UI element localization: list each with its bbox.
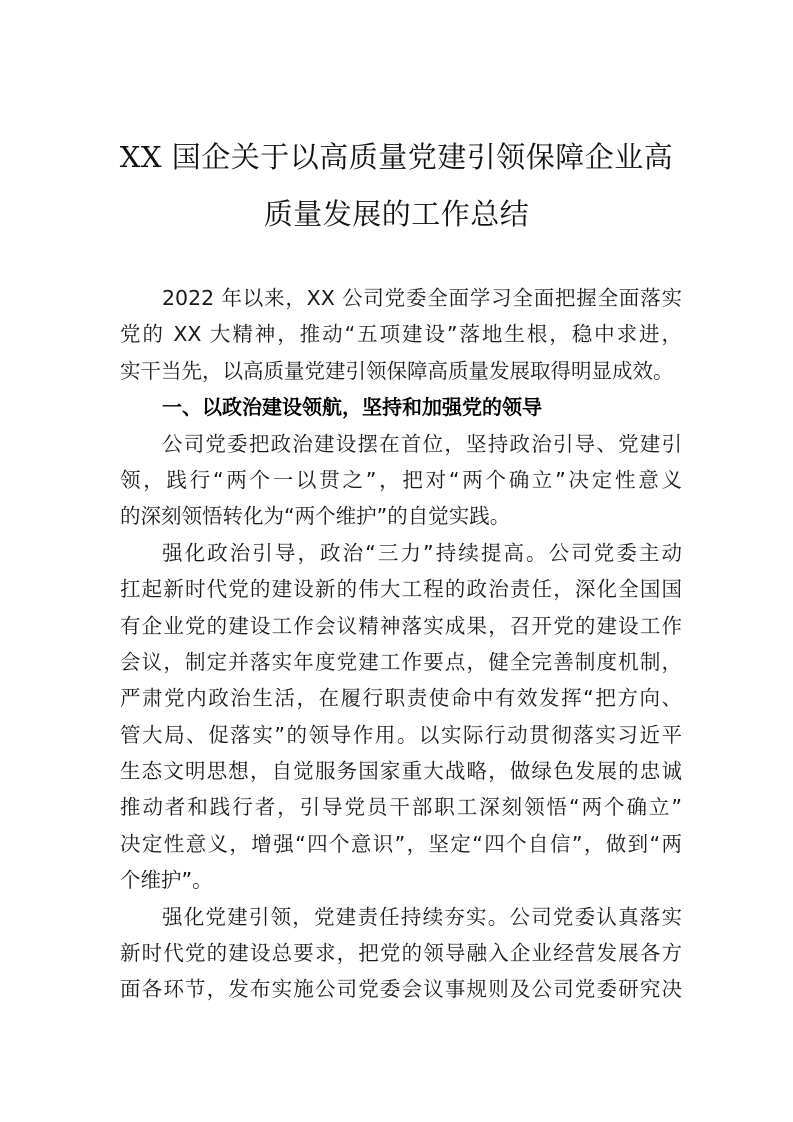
document-title-line-1: XX 国企关于以高质量党建引领保障企业高 [119, 140, 674, 174]
para3-line-2: 新时代党的建设总要求，把党的领导融入企业经营发展各方 [120, 941, 682, 966]
para3-line-3: 面各环节，发布实施公司党委会议事规则及公司党委研究决 [120, 977, 682, 1002]
para1-line-3: 的深刻领悟转化为“两个维护”的自觉实践。 [120, 504, 511, 529]
para2-line-2: 扛起新时代党的建设新的伟大工程的政治责任，深化全国国 [120, 577, 682, 602]
para1-line-1: 公司党委把政治建设摆在首位，坚持政治引导、党建引 [162, 431, 682, 456]
para2-line-8: 推动者和践行者，引导党员干部职工深刻领悟“两个确立” [120, 795, 682, 820]
para2-line-10: 个维护”。 [120, 868, 213, 893]
section-heading-1: 一、以政治建设领航，坚持和加强党的领导 [162, 395, 542, 420]
intro-line-3: 实干当先，以高质量党建引领保障高质量发展取得明显成效。 [120, 358, 674, 383]
document-body [120, 280, 682, 1008]
document-title-line-2: 质量发展的工作总结 [263, 197, 530, 231]
para2-line-3: 有企业党的建设工作会议精神落实成果，召开党的建设工作 [120, 613, 682, 638]
intro-line-2: 党的 XX 大精神，推动“五项建设”落地生根，稳中求进， [120, 322, 682, 347]
para3-line-1: 强化党建引领，党建责任持续夯实。公司党委认真落实 [162, 904, 682, 929]
para2-line-4: 会议，制定并落实年度党建工作要点，健全完善制度机制， [120, 649, 682, 674]
para2-line-1: 强化政治引导，政治“三力”持续提高。公司党委主动 [162, 540, 682, 565]
para2-line-5: 严肃党内政治生活，在履行职责使命中有效发挥“把方向、 [120, 686, 682, 711]
para2-line-6: 管大局、促落实”的领导作用。以实际行动贯彻落实习近平 [120, 722, 682, 747]
para2-line-7: 生态文明思想，自觉服务国家重大战略，做绿色发展的忠诚 [120, 759, 682, 784]
para2-line-9: 决定性意义，增强“四个意识”，坚定“四个自信”，做到“两 [120, 831, 682, 856]
para1-line-2: 领，践行“两个一以贯之”，把对“两个确立”决定性意义 [120, 467, 682, 492]
intro-line-1: 2022 年以来，XX 公司党委全面学习全面把握全面落实 [162, 286, 682, 310]
